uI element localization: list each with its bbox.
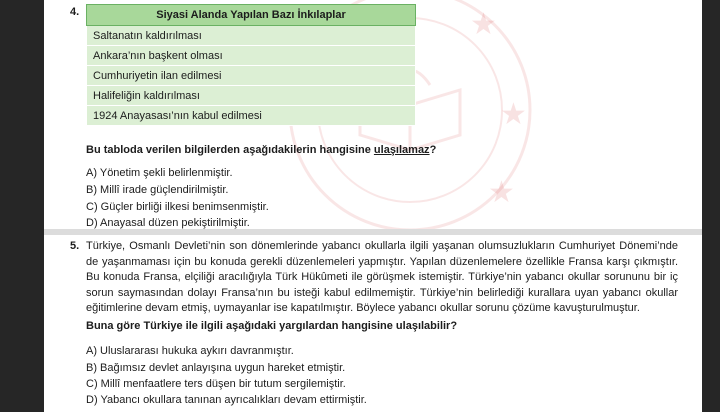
right-frame-edge xyxy=(702,0,720,412)
star-icon: ★ xyxy=(470,7,497,42)
answer-option-b[interactable]: B) Millî irade güçlendirilmiştir. xyxy=(86,184,229,196)
answer-option-c[interactable]: C) Güçler birliği ilkesi benimsenmiştir. xyxy=(86,201,269,213)
star-icon: ★ xyxy=(500,97,527,132)
table-title: Siyasi Alanda Yapılan Bazı İnkılaplar xyxy=(87,5,416,26)
answer-option-d[interactable]: D) Yabancı okullara tanınan ayrıcalıkları devam ettirmiştir. xyxy=(86,394,367,406)
question-paragraph: Türkiye, Osmanlı Devleti’nin son dönemlerinde yabancı okullarla ilgili yaşanan olumsuzlukların Cumhuriyet Dönemi’nde de yaşanmaması için bu konuda gerekli düzenlemeleri yapmıştır. Yapılan düzenlemelere özellikle Fransa karşı çıkmıştır. Bu konuda Fransa, elçiliği aracılığıyla Türk Hükûmeti ile görüşmek istemiştir. Türkiye’nin yabancı okullar sorununu bir iç sorun saymasından dolayı Fransa’nın bu isteği kabul edilmemiştir. Türkiye’nin belirlediği kurallara uyan yabancı okullar eğitimlerine devam etmiş, uymayanlar ise kapatılmıştır. Böylece yabancı okullar sorunu çözüme kavuşturulmuştur. xyxy=(86,240,678,314)
table-row: 1924 Anayasası’nın kabul edilmesi xyxy=(87,106,416,126)
left-frame-edge xyxy=(0,0,44,412)
reforms-table xyxy=(86,4,416,126)
question-text: Buna göre Türkiye ile ilgili aşağıdaki yargılardan hangisine ulaşılabilir? xyxy=(86,320,458,332)
question-number: 4. xyxy=(70,6,80,18)
answer-option-d[interactable]: D) Anayasal düzen pekiştirilmiştir. xyxy=(86,217,250,229)
answer-option-b[interactable]: B) Bağımsız devlet anlayışına uygun hareket etmiştir. xyxy=(86,362,346,374)
question-divider xyxy=(44,229,702,235)
table-row: Ankara’nın başkent olması xyxy=(87,46,416,66)
question-text: Bu tabloda verilen bilgilerden aşağıdakilerin hangisine ulaşılamaz? xyxy=(86,144,437,156)
underlined-keyword: ulaşılamaz xyxy=(373,144,430,156)
answer-option-a[interactable]: A) Uluslararası hukuka aykırı davranmıştır. xyxy=(86,345,294,357)
answer-option-a[interactable]: A) Yönetim şekli belirlenmiştir. xyxy=(86,167,233,179)
answer-option-c[interactable]: C) Millî menfaatlere ters düşen bir tutum sergilemiştir. xyxy=(86,378,346,390)
table-row: Cumhuriyetin ilan edilmesi xyxy=(87,66,416,86)
star-icon: ★ xyxy=(488,175,515,210)
question-number: 5. xyxy=(70,240,80,252)
table-row: Halifeliğin kaldırılması xyxy=(87,86,416,106)
table-row: Saltanatın kaldırılması xyxy=(87,26,416,46)
